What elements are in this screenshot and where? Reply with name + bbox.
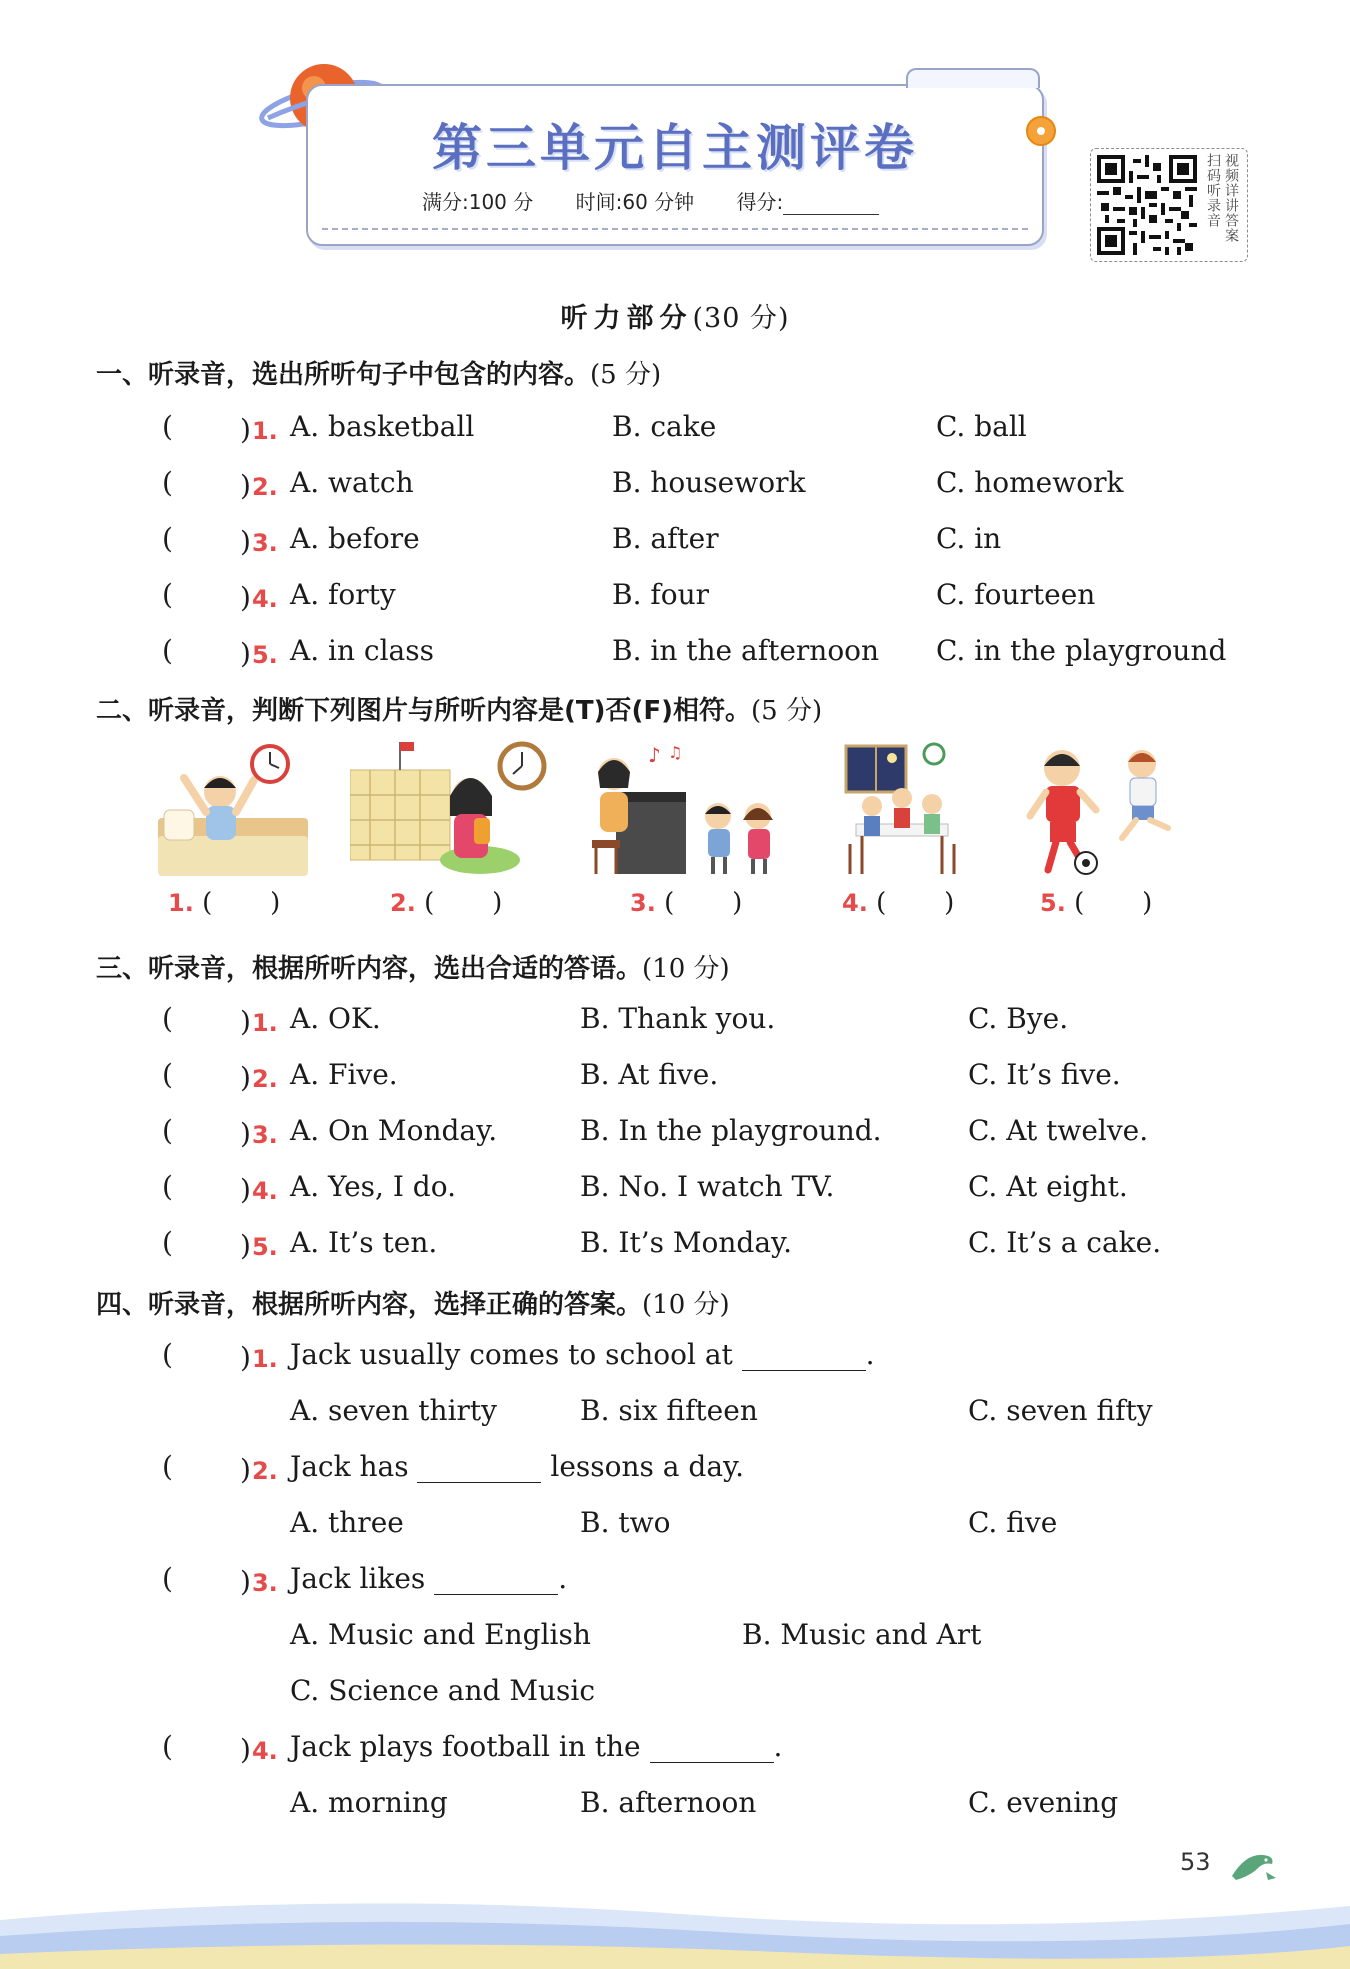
question-number: ) 2. [240,1453,278,1486]
banner-divider [322,228,1028,230]
question-row [0,1338,1350,1378]
fill-blank[interactable] [434,1568,558,1595]
question-row [0,1002,1350,1042]
question-number: ) 4. [240,1173,278,1206]
stem-text: Jack plays football in the [290,1730,641,1763]
answer-paren[interactable]: ( [162,1170,173,1203]
answer-paren[interactable]: ( [162,1562,173,1595]
option-c: C. five [968,1506,1058,1539]
question-number: ) 1. [240,1005,278,1038]
part-title-score: (30 分) [692,303,790,334]
option-b: B. six fifteen [580,1394,758,1427]
option-a: A. morning [290,1786,448,1819]
option-c: C. in [936,522,1002,555]
svg-text:♫: ♫ [668,743,683,762]
option-a: A. seven thirty [290,1394,497,1427]
footer-wave [0,1880,1350,1969]
score-blank[interactable] [783,196,879,215]
question-number: ) 3. [240,525,278,558]
section-2-score: (5 分) [751,696,823,726]
header-banner [306,84,1044,246]
stem-end: lessons a day. [550,1450,745,1483]
option-c: C. It’s a cake. [968,1226,1162,1259]
answer-paren[interactable]: ( [162,1002,173,1035]
option-b: B. In the playground. [580,1114,882,1147]
option-c: C. ball [936,410,1027,443]
page-title: 第三单元自主测评卷 [432,119,918,177]
picture-number: 5. [1040,889,1066,917]
stem-text: Jack likes [290,1562,426,1595]
option-a: A. watch [290,466,414,499]
question-row [0,1450,1350,1490]
options-row [0,1394,1350,1434]
option-b: B. Thank you. [580,1002,776,1035]
option-b: B. It’s Monday. [580,1226,793,1259]
picture-boys-playing-football [1012,740,1192,880]
option-c: C. At twelve. [968,1114,1149,1147]
question-row [0,1114,1350,1154]
question-row [0,410,1350,450]
question-row [0,1170,1350,1210]
question-number: ) 2. [240,1061,278,1094]
option-c: C. in the playground [936,634,1227,667]
section-1-heading-text: 一、听录音，选出所听句子中包含的内容。 [96,360,591,390]
picture-2-answer[interactable]: 2. ( ) [390,888,503,918]
question-number: ) 3. [240,1117,278,1150]
option-b: B. At five. [580,1058,719,1091]
section-1-score: (5 分) [590,360,662,390]
option-a: A. in class [290,634,434,667]
time-limit: 时间:60 分钟 [575,190,695,214]
answer-paren[interactable]: ( [162,1450,173,1483]
picture-3-answer[interactable]: 3. ( ) [630,888,743,918]
picture-4-answer[interactable]: 4. ( ) [842,888,955,918]
option-a: A. forty [290,578,396,611]
question-stem [290,1562,567,1595]
option-b: B. cake [612,410,717,443]
answer-paren[interactable]: ( [162,522,173,555]
option-c: C. seven fifty [968,1394,1153,1427]
section-1-heading [96,354,661,391]
question-row [0,578,1350,618]
stem-text: Jack usually comes to school at [290,1338,733,1371]
section-2-heading [96,690,822,727]
option-c: C. homework [936,466,1124,499]
options-row [0,1786,1350,1826]
question-number: ) 1. [240,413,278,446]
section-4-score: (10 分) [642,1290,730,1320]
fill-blank[interactable] [417,1456,541,1483]
qr-panel [1090,148,1248,262]
stem-text: Jack has [290,1450,409,1483]
answer-paren[interactable]: ( [162,1730,173,1763]
section-2-heading-text: 二、听录音，判断下列图片与所听内容是(T)否(F)相符。 [96,696,752,726]
question-number: ) 5. [240,1229,278,1262]
section-3-heading-text: 三、听录音，根据所听内容，选出合适的答语。 [96,954,643,984]
option-c: C. It’s five. [968,1058,1121,1091]
section-3-score: (10 分) [642,954,730,984]
answer-paren[interactable]: ( [162,634,173,667]
stem-end: . [558,1562,568,1595]
option-b: B. two [580,1506,671,1539]
picture-number: 1. [168,889,194,917]
question-number: ) 4. [240,581,278,614]
answer-paren[interactable]: ( [162,1338,173,1371]
question-row [0,466,1350,506]
page-number: 53 [1180,1848,1211,1876]
picture-girl-playing-piano [592,740,792,880]
section-4-heading [96,1284,730,1321]
section-4-heading-text: 四、听录音，根据所听内容，选择正确的答案。 [96,1290,643,1320]
question-row [0,1562,1350,1602]
picture-5-answer[interactable]: 5. ( ) [1040,888,1153,918]
question-row [0,634,1350,674]
option-c: C. fourteen [936,578,1096,611]
question-number: ) 2. [240,469,278,502]
question-number: ) 5. [240,637,278,670]
part-title [0,296,1350,335]
option-c: C. evening [968,1786,1119,1819]
qr-caption-line1: 扫码听录音 [1205,153,1221,228]
option-c: C. Bye. [968,1002,1069,1035]
option-b: B. after [612,522,719,555]
question-stem [290,1730,782,1763]
question-row [0,1058,1350,1098]
option-c: C. Science and Music [290,1674,596,1707]
options-row [0,1506,1350,1546]
picture-family-dinner [842,740,962,880]
option-a: A. Five. [290,1058,398,1091]
fill-blank[interactable] [650,1736,774,1763]
part-title-label: 听力部分 [560,303,693,334]
qr-caption [1205,153,1243,243]
option-b: B. housework [612,466,806,499]
option-b: B. four [612,578,710,611]
option-a: A. It’s ten. [290,1226,438,1259]
picture-number: 3. [630,889,656,917]
option-b: B. No. I watch TV. [580,1170,835,1203]
option-a: A. three [290,1506,404,1539]
answer-paren[interactable]: ( [162,1114,173,1147]
option-b: B. in the afternoon [612,634,880,667]
options-row [0,1674,1350,1714]
exam-meta [422,186,915,215]
option-a: A. basketball [290,410,475,443]
option-a: A. before [290,522,420,555]
answer-paren[interactable]: ( [162,410,173,443]
answer-paren[interactable]: ( [162,578,173,611]
option-a: A. Music and English [290,1618,591,1651]
fill-blank[interactable] [742,1344,866,1371]
picture-girl-at-school [350,740,550,880]
section-3-heading [96,948,730,985]
option-a: A. Yes, I do. [290,1170,456,1203]
banner-tab [906,68,1040,88]
option-c: C. At eight. [968,1170,1128,1203]
answer-paren[interactable]: ( [162,466,173,499]
answer-paren[interactable]: ( [162,1058,173,1091]
qr-code-icon[interactable] [1097,155,1197,255]
question-number: ) 4. [240,1733,278,1766]
qr-caption-line2: 视频详讲答案 [1223,153,1239,243]
picture-boy-waking-up [158,740,308,880]
option-b: B. Music and Art [742,1618,982,1651]
question-row [0,522,1350,562]
options-row [0,1618,1350,1658]
question-number: ) 1. [240,1341,278,1374]
answer-paren[interactable]: ( [162,1226,173,1259]
question-row [0,1730,1350,1770]
option-a: A. OK. [290,1002,381,1035]
svg-text:♪: ♪ [648,743,661,767]
question-stem [290,1450,744,1483]
picture-1-answer[interactable]: 1. ( ) [168,888,281,918]
question-number: ) 3. [240,1565,278,1598]
picture-number: 2. [390,889,416,917]
option-a: A. On Monday. [290,1114,498,1147]
option-b: B. afternoon [580,1786,757,1819]
full-score: 满分:100 分 [422,190,534,214]
question-row [0,1226,1350,1266]
score-label: 得分: [736,190,784,214]
stem-end: . [773,1730,783,1763]
picture-number: 4. [842,889,868,917]
stem-end: . [865,1338,875,1371]
question-stem [290,1338,875,1371]
